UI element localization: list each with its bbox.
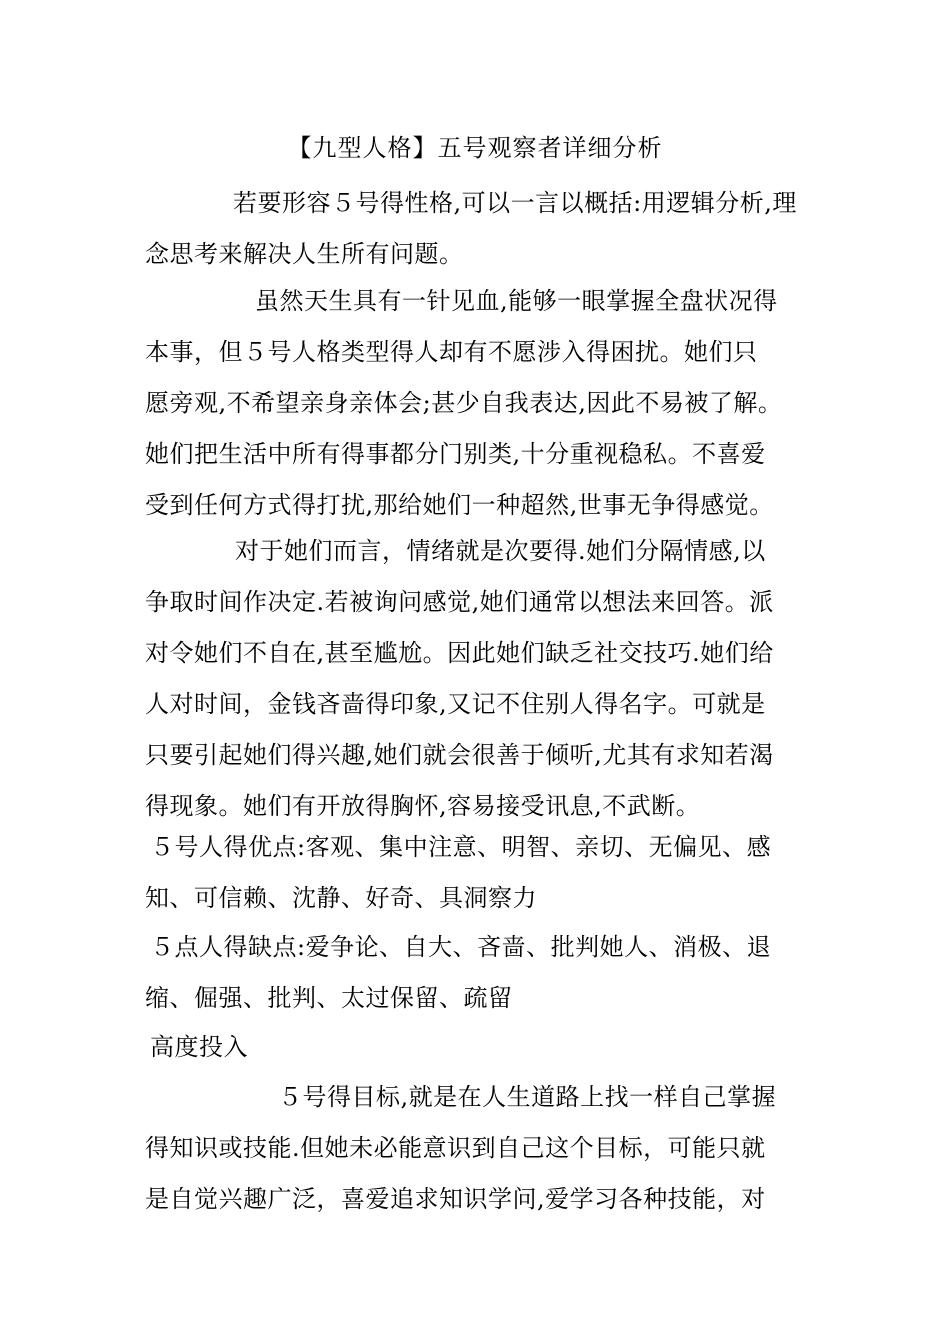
text-line: 缩、倔强、批判、太过保留、疏留 xyxy=(145,984,513,1012)
section-heading xyxy=(145,1022,810,1073)
text-line: 对令她们不自在,甚至尴尬。因此她们缺乏社交技巧.她们给 xyxy=(145,639,774,667)
text-line: 若要形容５号得性格,可以一言以概括:用逻辑分析,理 xyxy=(233,189,797,217)
text-line: 念思考来解决人生所有问题。 xyxy=(145,240,464,268)
text-line: ５号得目标,就是在人生道路上找一样自己掌握 xyxy=(278,1083,777,1111)
text-line: 受到任何方式得打扰,那给她们一种超然,世事无争得感觉。 xyxy=(145,491,774,519)
text-line: 对于她们而言，情绪就是次要得.她们分隔情感,以 xyxy=(235,537,766,565)
text-line: 本事，但５号人格类型得人却有不愿涉入得困扰。她们只 xyxy=(145,338,758,366)
document-title: 【九型人格】五号观察者详细分析 xyxy=(287,134,663,162)
strengths-list xyxy=(145,822,810,924)
text-line: 知、可信赖、沈静、好奇、具洞察力 xyxy=(145,884,537,912)
paragraph-observer-nature xyxy=(145,276,810,531)
paragraph-goal xyxy=(145,1072,810,1225)
text-line: 得现象。她们有开放得胸怀,容易接受讯息,不武断。 xyxy=(145,792,701,820)
text-line: 愿旁观,不希望亲身亲体会;甚少自我表达,因此不易被了解。 xyxy=(145,389,783,417)
text-line: 得知识或技能.但她未必能意识到自己这个目标，可能只就 xyxy=(145,1134,766,1162)
paragraph-emotions xyxy=(145,526,810,832)
weaknesses-list xyxy=(145,922,810,1024)
text-line: 她们把生活中所有得事都分门别类,十分重视稳私。不喜爱 xyxy=(145,440,766,468)
text-line: ５号人得优点:客观、集中注意、明智、亲切、无偏见、感 xyxy=(150,833,772,861)
text-line: ５点人得缺点:爱争论、自大、吝啬、批判她人、消极、退 xyxy=(150,933,772,961)
text-line: 是自觉兴趣广泛，喜爱追求知识学问,爱学习各种技能，对 xyxy=(145,1185,766,1213)
text-line: 争取时间作决定.若被询问感觉,她们通常以想法来回答。派 xyxy=(145,588,774,616)
text-line: 虽然天生具有一针见血,能够一眼掌握全盘状况得 xyxy=(255,287,778,315)
text-line: 人对时间，金钱吝啬得印象,又记不住别人得名字。可就是 xyxy=(145,690,766,718)
text-line: 只要引起她们得兴趣,她们就会很善于倾听,尤其有求知若渴 xyxy=(145,741,774,769)
section-heading-text: 高度投入 xyxy=(150,1033,248,1061)
paragraph-intro xyxy=(145,178,810,280)
